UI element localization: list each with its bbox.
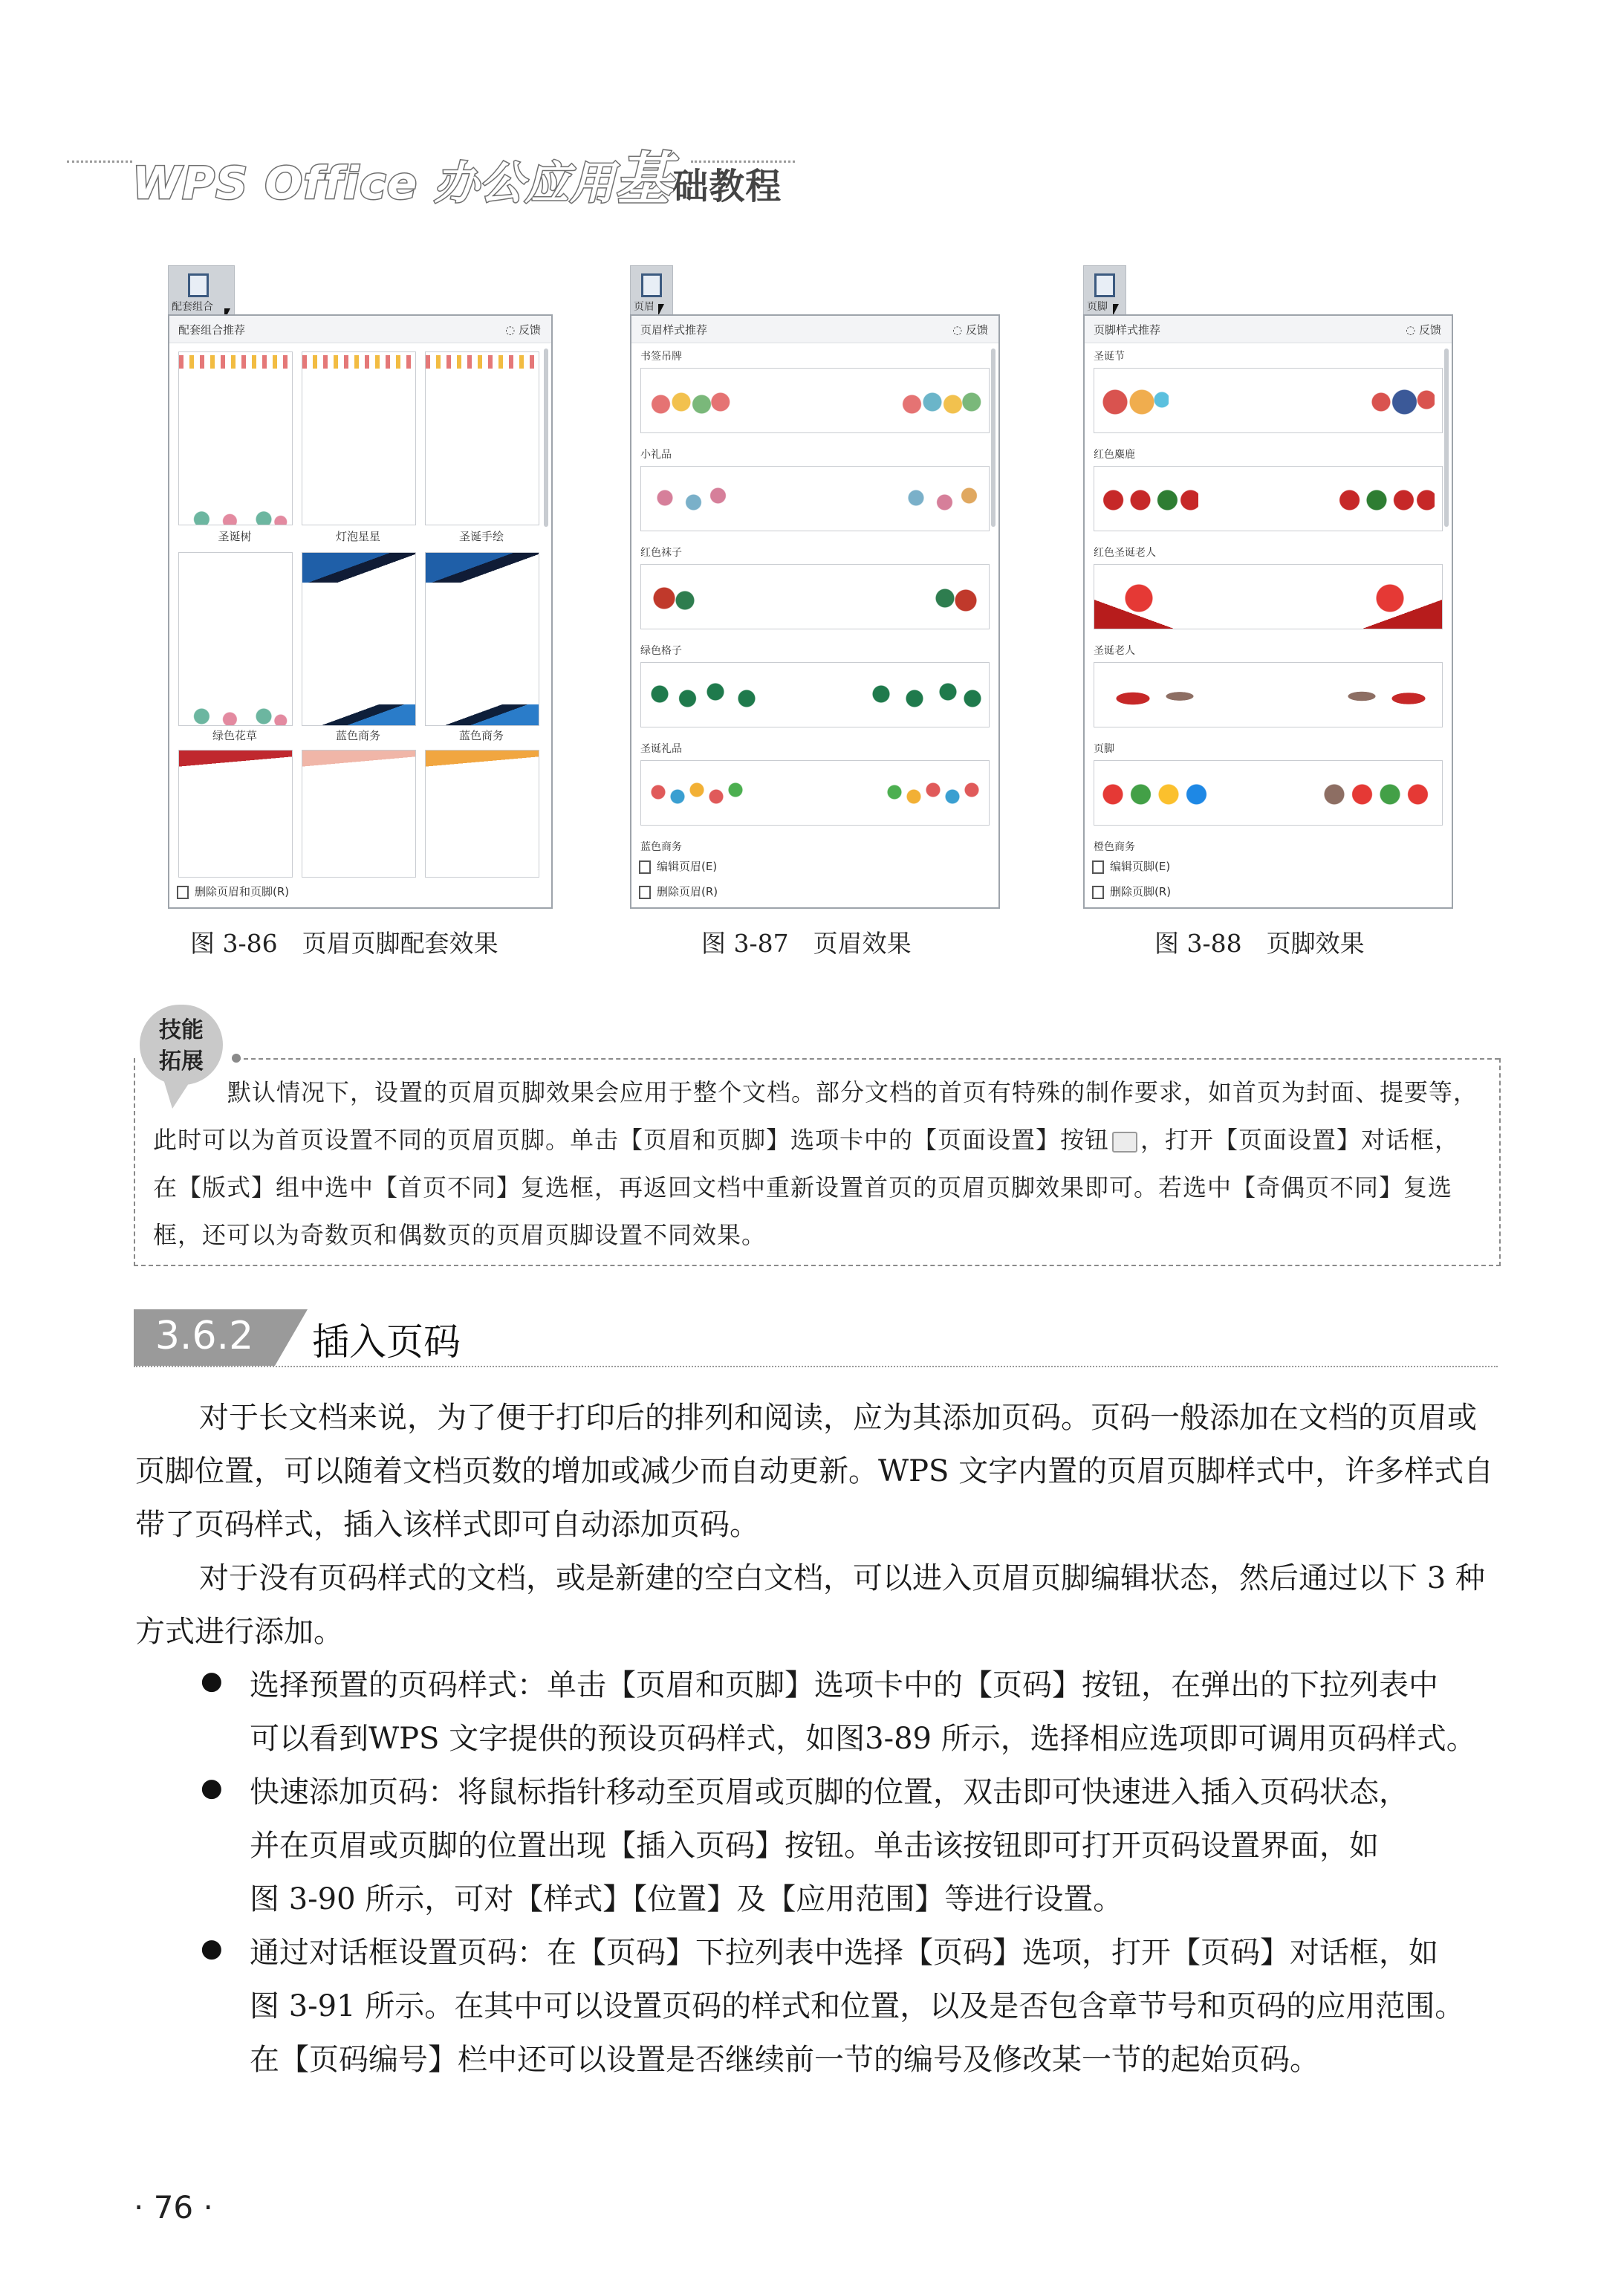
- style-label: 书签吊牌: [640, 351, 682, 363]
- figure-caption-3-88: 图 3-88 页脚效果: [1154, 929, 1365, 958]
- template-thumb-bulb-stars[interactable]: [302, 351, 416, 525]
- section-number: 3.6.2: [155, 1314, 254, 1358]
- style-label: 红色麋鹿: [1094, 449, 1135, 461]
- tip-badge-line2: 拓展: [159, 1048, 204, 1074]
- blue-shape-bottom: [302, 704, 415, 725]
- section-rule: [134, 1366, 1498, 1367]
- style-label: 蓝色商务: [640, 841, 682, 853]
- bullet-line: 在【页码编号】栏中还可以设置是否继续前一节的编号及修改某一节的起始页码。: [250, 2043, 1319, 2077]
- dropdown-title: 页眉样式推荐: [640, 323, 708, 337]
- bullet-dot: ●: [201, 1666, 223, 1696]
- feedback-link[interactable]: ◌ 反馈: [1406, 323, 1441, 337]
- tree-decoration: [179, 507, 292, 525]
- drawing-decoration: [426, 355, 539, 369]
- orange-shape: [426, 751, 539, 770]
- gift-decoration: [885, 770, 981, 814]
- figure-3-86-screenshot: [168, 265, 554, 912]
- figure-3-88-screenshot: [1083, 265, 1455, 912]
- template-thumb-blue-business-2[interactable]: [425, 552, 539, 726]
- feedback-link[interactable]: ◌ 反馈: [952, 323, 988, 337]
- header-dotted-line-left: [67, 161, 132, 163]
- bullet-line: 选择预置的页码样式：单击【页眉和页脚】选项卡中的【页码】按钮，在弹出的下拉列表中: [250, 1668, 1438, 1702]
- sock-decoration: [649, 574, 701, 618]
- header-button-label: 页眉: [634, 301, 655, 313]
- blue-shape-top: [302, 553, 415, 583]
- template-thumb-christmas-tree[interactable]: [178, 351, 293, 525]
- template-thumb-pink[interactable]: [302, 750, 416, 878]
- red-shape: [179, 751, 292, 770]
- footer-button[interactable]: [1083, 265, 1126, 319]
- style-label: 红色圣诞老人: [1094, 547, 1156, 559]
- delete-icon: [177, 886, 189, 899]
- edit-footer-label: 编辑页脚(E): [1110, 860, 1171, 873]
- document-icon: [1094, 273, 1115, 297]
- delete-header-footer-item[interactable]: [177, 884, 289, 899]
- figure-3-87-screenshot: [630, 265, 1001, 912]
- footer-style-christmas[interactable]: [1094, 368, 1443, 433]
- blue-shape-top: [426, 553, 539, 583]
- bullet-line: 并在页眉或页脚的位置出现【插入页码】按钮。单击该按钮即可打开页码设置界面，如: [250, 1829, 1379, 1863]
- style-label: 红色袜子: [640, 547, 682, 559]
- bullet-line: 通过对话框设置页码：在【页码】下拉列表中选择【页码】选项，打开【页码】对话框，如: [250, 1936, 1438, 1970]
- dropdown-header: [169, 316, 551, 343]
- page-number: · 76 ·: [134, 2189, 213, 2226]
- gift-decoration: [649, 476, 730, 520]
- dropdown-header: [1085, 316, 1452, 343]
- style-label: 圣诞节: [1094, 351, 1125, 363]
- delete-header-label: 删除页眉(R): [657, 885, 718, 898]
- footer-button-label: 页脚: [1087, 301, 1108, 313]
- scrollbar[interactable]: [1444, 349, 1449, 527]
- footer-style-footer[interactable]: [1094, 760, 1443, 826]
- sleigh-decoration: [1102, 672, 1206, 716]
- header-style-bookmark-tags[interactable]: [640, 368, 990, 433]
- santa-decoration: [1368, 574, 1412, 618]
- delete-footer-label: 删除页脚(R): [1110, 885, 1172, 898]
- ornament-decoration: [649, 377, 730, 422]
- page-setup-launcher-icon: [1112, 1132, 1137, 1153]
- body-paragraph: 对于没有页码样式的文档，或是新建的空白文档，可以进入页眉页脚编辑状态，然后通过以下 3 种方式进行添加。: [135, 1561, 1485, 1649]
- character-decoration: [1368, 377, 1435, 422]
- book-title: [132, 134, 782, 215]
- tip-connector-dot: [232, 1054, 241, 1063]
- feedback-label: 反馈: [965, 323, 988, 337]
- bullet-line: 可以看到WPS 文字提供的预设页码样式，如图3-89 所示，选择相应选项即可调用页码样式。: [250, 1722, 1476, 1756]
- reindeer-decoration: [1338, 476, 1435, 520]
- reindeer-decoration: [870, 672, 981, 716]
- bullet-line: 快速添加页码：将鼠标指针移动至页眉或页脚的位置，双击即可快速进入插入页码状态，: [250, 1775, 1409, 1809]
- template-thumb-blue-business[interactable]: [302, 552, 416, 726]
- delete-header-footer-label: 删除页眉和页脚(R): [195, 885, 290, 898]
- delete-footer-item[interactable]: [1092, 884, 1171, 899]
- figure-caption-3-87: 图 3-87 页眉效果: [701, 929, 912, 958]
- book-title-tail: 础教程: [672, 166, 782, 207]
- style-label: 页脚: [1094, 743, 1114, 755]
- tip-text: [153, 1069, 1480, 1259]
- header-style-red-socks[interactable]: [640, 564, 990, 629]
- delete-header-item[interactable]: [639, 884, 718, 899]
- template-caption: 蓝色商务: [335, 729, 380, 742]
- header-style-dropdown: [630, 314, 1000, 909]
- template-caption: 灯泡星星: [335, 530, 380, 543]
- document-icon: [641, 273, 662, 297]
- body-paragraph: 对于长文档来说，为了便于打印后的排列和阅读，应为其添加页码。页码一般添加在文档的页眉或页脚位置，可以随着文档页数的增加或减少而自动更新。WPS 文字内置的页眉页脚样式中，许多样式自带了页码样式，插入该样式即可自动添加页码。: [135, 1401, 1494, 1542]
- header-style-christmas-gifts[interactable]: [640, 760, 990, 826]
- scrollbar[interactable]: [991, 349, 995, 527]
- footer-style-red-reindeer[interactable]: [1094, 466, 1443, 531]
- style-label: 圣诞礼品: [640, 743, 682, 755]
- tip-badge-line1: 技能: [159, 1017, 204, 1043]
- header-style-green-plaid[interactable]: [640, 662, 990, 727]
- document-icon: [188, 273, 209, 297]
- template-thumb-green-flowers[interactable]: [178, 552, 293, 726]
- template-thumb-red[interactable]: [178, 750, 293, 878]
- matching-set-dropdown: [168, 314, 553, 909]
- section-title: 插入页码: [312, 1320, 461, 1364]
- book-title-highlight: 基: [615, 146, 673, 212]
- template-caption: 绿色花草: [212, 729, 257, 742]
- feedback-link[interactable]: ◌ 反馈: [505, 323, 541, 337]
- bullet-line: 图 3-90 所示，可对【样式】【位置】及【应用范围】等进行设置。: [250, 1882, 1123, 1916]
- dropdown-header: [631, 316, 998, 343]
- gift-decoration: [649, 770, 745, 814]
- template-thumb-christmas-drawing[interactable]: [425, 351, 539, 525]
- tip-text-part2: ，打开【页面设置】对话框，在【版式】组中选中【首页不同】复选框，再返回文档中重新设置首页的页眉页脚效果即可。若选中【奇偶页不同】复选框，还可以为奇数页和偶数页的页眉页脚设置不同效果。: [153, 1126, 1460, 1249]
- bunting-decoration: [179, 355, 292, 369]
- character-decoration: [1102, 377, 1169, 422]
- template-thumb-orange[interactable]: [425, 750, 539, 878]
- delete-icon: [1092, 886, 1104, 899]
- crowd-decoration: [1323, 770, 1435, 814]
- delete-icon: [639, 886, 651, 899]
- crowd-decoration: [1102, 770, 1213, 814]
- footer-style-dropdown: [1083, 314, 1453, 909]
- template-caption: 蓝色商务: [458, 729, 504, 742]
- header-dotted-line-right: [691, 161, 795, 163]
- style-label: 圣诞老人: [1094, 645, 1135, 657]
- edit-icon: [639, 860, 651, 874]
- scrollbar[interactable]: [544, 349, 548, 527]
- edit-footer-item[interactable]: [1092, 858, 1170, 874]
- bulb-decoration: [302, 355, 415, 369]
- matching-set-button-label: 配套组合: [172, 301, 213, 313]
- book-title-main: 办公应用: [434, 158, 616, 210]
- header-style-small-gifts[interactable]: [640, 466, 990, 531]
- sleigh-decoration: [1331, 672, 1435, 716]
- footer-style-red-santa[interactable]: [1094, 564, 1443, 629]
- edit-icon: [1092, 860, 1104, 874]
- figure-caption-3-86: 图 3-86 页眉页脚配套效果: [190, 929, 498, 958]
- pink-shape: [302, 751, 415, 770]
- dropdown-title: 页脚样式推荐: [1094, 323, 1161, 337]
- footer-style-santa-claus[interactable]: [1094, 662, 1443, 727]
- template-caption: 圣诞手绘: [458, 530, 504, 543]
- feedback-label: 反馈: [1418, 323, 1441, 337]
- bullet-dot: ●: [201, 1773, 223, 1803]
- feedback-label: 反馈: [518, 323, 541, 337]
- blue-shape-bottom: [426, 704, 539, 725]
- reindeer-decoration: [649, 672, 760, 716]
- reindeer-decoration: [1102, 476, 1198, 520]
- edit-header-item[interactable]: [639, 858, 717, 874]
- ornament-decoration: [900, 377, 981, 422]
- section-number-slant: [275, 1309, 308, 1366]
- book-title-brand: WPS Office: [132, 158, 418, 210]
- edit-header-label: 编辑页眉(E): [657, 860, 718, 873]
- template-caption: 圣诞树: [218, 530, 252, 543]
- style-label: 绿色格子: [640, 645, 682, 657]
- sock-decoration: [929, 574, 981, 618]
- flower-decoration: [179, 696, 292, 725]
- dropdown-title: 配套组合推荐: [178, 323, 246, 337]
- header-button[interactable]: [630, 265, 673, 319]
- bullet-line: 图 3-91 所示。在其中可以设置页码的样式和位置，以及是否包含章节号和页码的应用范围。: [250, 1989, 1465, 2023]
- tip-text-part1: 默认情况下，设置的页眉页脚效果会应用于整个文档。部分文档的首页有特殊的制作要求，如首页为封面、提要等，此时可以为首页设置不同的页眉页脚。单击【页眉和页脚】选项卡中的【页面设置】按钮: [153, 1078, 1478, 1154]
- style-label: 小礼品: [640, 449, 672, 461]
- tip-box-top-border: [236, 1058, 1499, 1060]
- style-label: 橙色商务: [1094, 841, 1135, 853]
- bullet-dot: ●: [201, 1933, 223, 1963]
- santa-decoration: [1117, 574, 1161, 618]
- gift-decoration: [900, 476, 981, 520]
